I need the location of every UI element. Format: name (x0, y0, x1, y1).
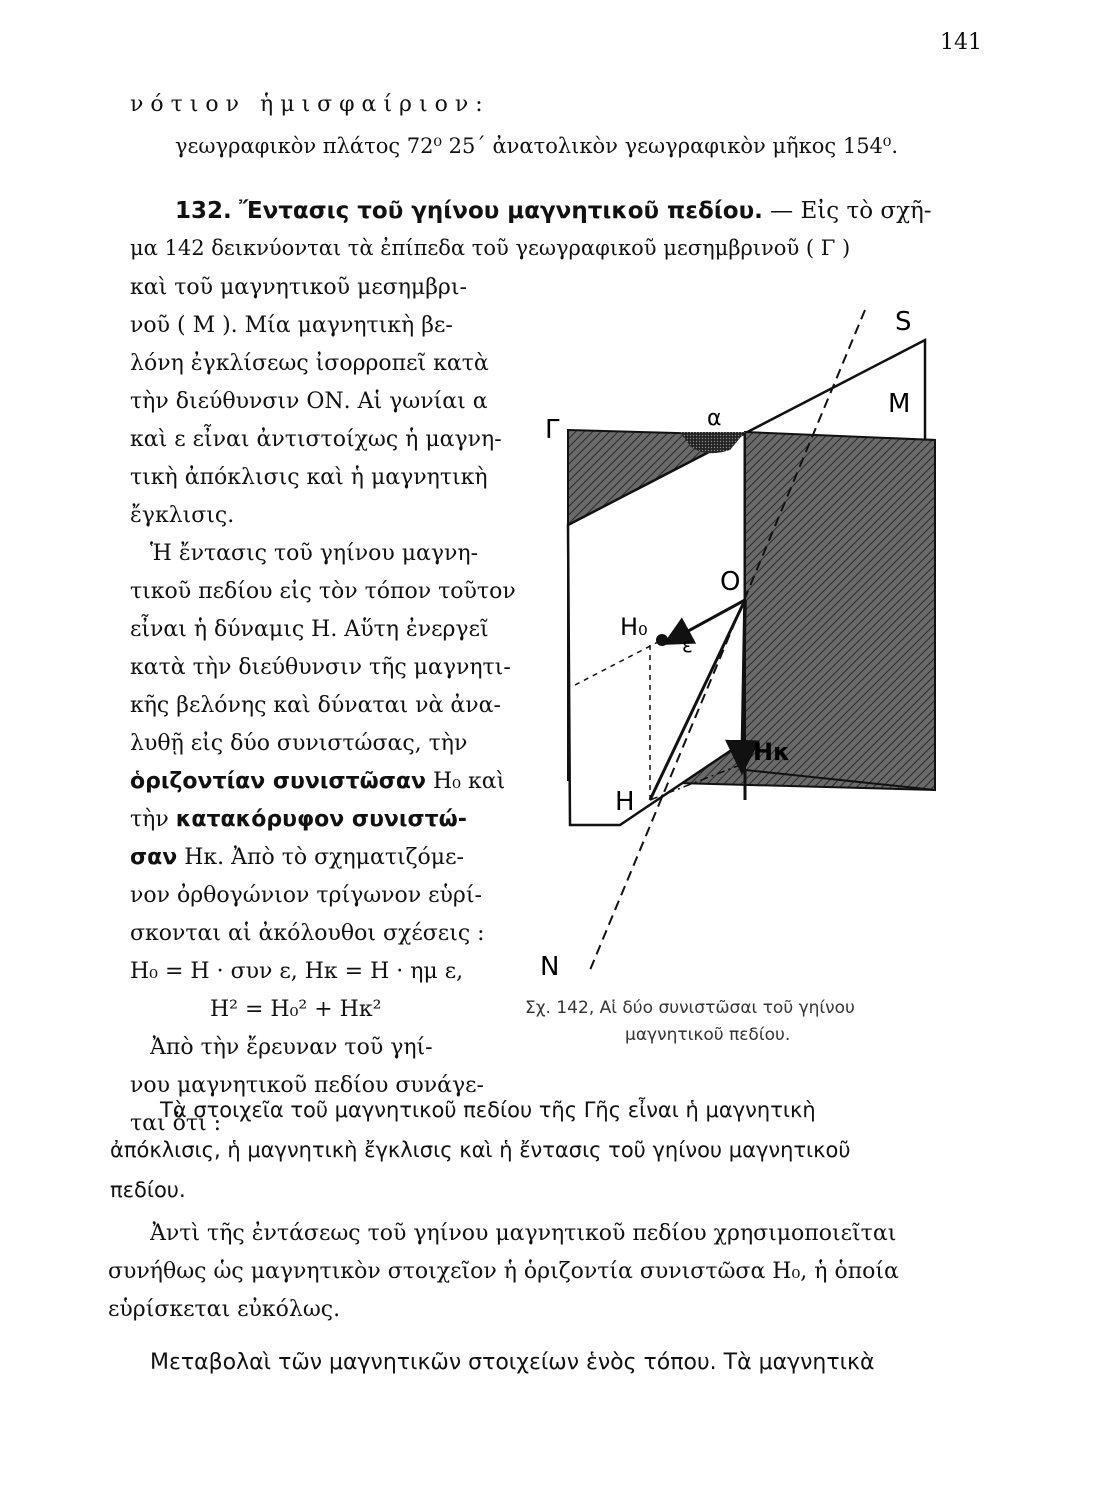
text-span: Ηκ. Ἀπὸ τὸ σχηματιζόμε- (177, 845, 464, 870)
text-line (150, 1350, 875, 1375)
text-line: εἶναι ἡ δύναμις Η. Αὕτη ἐνεργεῖ (130, 617, 489, 642)
text-line: τικοῦ πεδίου εἰς τὸν τόπον τοῦτον (130, 579, 516, 604)
label-s: S (895, 307, 912, 337)
bold-term: σαν (130, 845, 178, 870)
label-h0: H₀ (620, 613, 648, 641)
text-line: σκονται αἱ ἀκόλουθοι σχέσεις : (130, 921, 485, 946)
formula-line: Η₀ = Η · συν ε, Ηκ = Η · ημ ε, (130, 959, 464, 984)
figure-caption: Σχ. 142, Αἱ δύο συνιστῶσαι τοῦ γηίνου (525, 998, 855, 1018)
bold-term: ὁριζοντίαν συνιστῶσαν (130, 769, 426, 794)
subheading: Μεταβολαὶ τῶν μαγνητικῶν στοιχείων ἑνὸς τόπου. (150, 1350, 717, 1375)
text-line: τικὴ ἀπόκλισις καὶ ἡ μαγνητικὴ (130, 465, 488, 490)
text-line: κῆς βελόνης καὶ δύναται νὰ ἀνα- (130, 693, 501, 718)
conclusion-line: πεδίου. (110, 1178, 186, 1202)
label-epsilon: ε (682, 633, 693, 657)
text-span: Τὰ μαγνητικὰ (716, 1350, 875, 1375)
text-line: κατὰ τὴν διεύθυνσιν τῆς μαγνητι- (130, 655, 511, 680)
section-intro-tail: — Εἰς τὸ σχῆ- (762, 198, 932, 224)
formula-line: Η² = Η₀² + Ηκ² (210, 997, 382, 1022)
page-number: 141 (940, 30, 982, 55)
label-h: H (615, 787, 635, 817)
conclusion-line: Τὰ στοιχεῖα τοῦ μαγνητικοῦ πεδίου τῆς Γῆς εἶναι ἡ μαγνητικὴ (160, 1098, 816, 1122)
shaded-front-panel (745, 432, 935, 790)
label-hk: Hκ (753, 738, 791, 766)
label-n: N (540, 952, 560, 982)
text-line: νου μαγνητικοῦ πεδίου συνάγε- (130, 1073, 484, 1098)
text-line: τὴν διεύθυνσιν ΟΝ. Αἱ γωνίαι α (130, 389, 488, 414)
section-number: 132. (175, 198, 232, 224)
text-line: συνήθως ὡς μαγνητικὸν στοιχεῖον ἡ ὁριζοντία συνιστῶσα Η₀, ἡ ὁποία (108, 1259, 899, 1284)
label-gamma: Γ (545, 415, 560, 445)
text-line: λυθῇ εἰς δύο συνιστώσας, τὴν (130, 731, 468, 756)
figure-caption: μαγνητικοῦ πεδίου. (625, 1025, 791, 1045)
text-line (130, 769, 505, 794)
hemisphere-label: νότιον ἡμισφαίριον: (130, 92, 490, 117)
label-o: O (720, 567, 741, 597)
text-line: νον ὀρθογώνιον τρίγωνον εὑρί- (130, 883, 482, 908)
text-line (130, 807, 467, 832)
text-span: Η₀ καὶ (425, 769, 506, 794)
conclusion-line: ἀπόκλισις, ἡ μαγνητικὴ ἔγκλισις καὶ ἡ ἔντασις τοῦ γηίνου μαγνητικοῦ (110, 1138, 851, 1162)
h0-point (656, 634, 668, 646)
label-alpha: α (707, 406, 722, 431)
text-line: καὶ τοῦ μαγνητικοῦ μεσημβρι- (130, 275, 467, 300)
text-span: τὴν (130, 807, 176, 832)
text-line: λόνη ἐγκλίσεως ἰσορροπεῖ κατὰ (130, 351, 489, 376)
coordinates-line: γεωγραφικὸν πλάτος 72⁰ 25΄ ἀνατολικὸν γεωγραφικὸν μῆκος 154⁰. (175, 134, 899, 158)
text-line: Ἀντὶ τῆς ἐντάσεως τοῦ γηίνου μαγνητικοῦ πεδίου χρησιμοποιεῖται (150, 1221, 897, 1246)
text-line: εὑρίσκεται εὐκόλως. (108, 1297, 341, 1322)
text-line: Ἀπὸ τὴν ἔρευναν τοῦ γηί- (150, 1035, 433, 1060)
section-title: Ἔντασις τοῦ γηίνου μαγνητικοῦ πεδίου. (239, 198, 763, 224)
bold-term: κατακόρυφον συνιστώ- (175, 807, 467, 832)
text-line: ἔγκλισις. (130, 503, 235, 528)
label-m: M (888, 389, 911, 419)
section-heading (175, 198, 932, 224)
text-line: ται ὅτι : (130, 1111, 222, 1136)
text-line: νοῦ ( Μ ). Μία μαγνητικὴ βε- (130, 313, 453, 338)
text-line (130, 845, 464, 870)
text-line: καὶ ε εἶναι ἀντιστοίχως ἡ μαγνη- (130, 427, 502, 452)
text-line: μα 142 δεικνύονται τὰ ἐπίπεδα τοῦ γεωγραφικοῦ μεσημβρινοῦ ( Γ ) (130, 236, 851, 260)
magnetic-field-figure (530, 290, 950, 990)
text-line: Ἡ ἔντασις τοῦ γηίνου μαγνη- (150, 541, 479, 566)
